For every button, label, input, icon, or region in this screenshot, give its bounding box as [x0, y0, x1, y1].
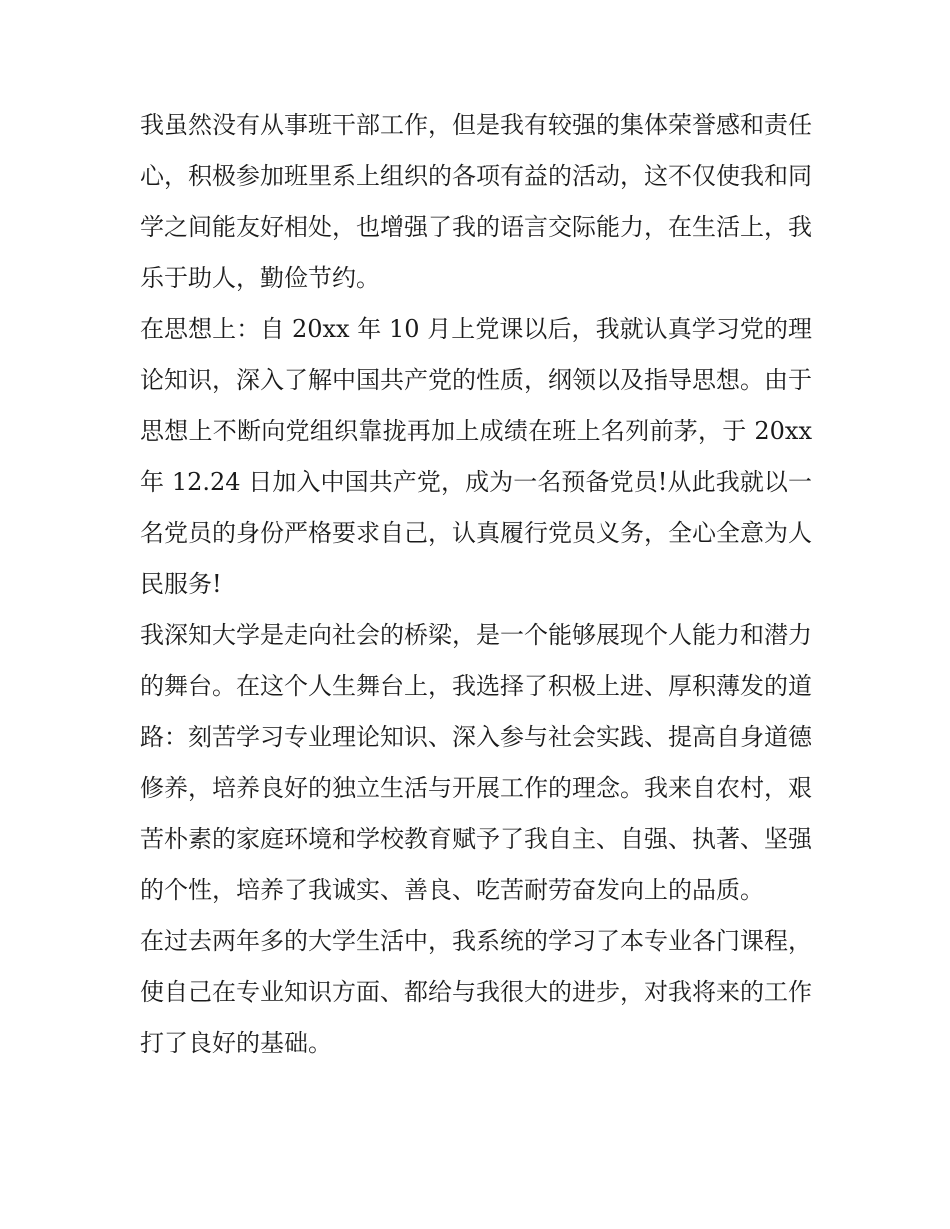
- paragraph-university-stage: 我深知大学是走向社会的桥梁，是一个能够展现个人能力和潜力的舞台。在这个人生舞台上，我选择了积极上进、厚积薄发的道路：刻苦学习专业理论知识、深入参与社会实践、提高自身道德修养，培养良好的独立生活与开展工作的理念。我来自农村，艰苦朴素的家庭环境和学校教育赋予了我自主、自强、执著、坚强的个性，培养了我诚实、善良、吃苦耐劳奋发向上的品质。: [140, 621, 812, 904]
- paragraph-extracurricular: 我虽然没有从事班干部工作，但是我有较强的集体荣誉感和责任心，积极参加班里系上组织的各项有益的活动，这不仅使我和同学之间能友好相处，也增强了我的语言交际能力，在生活上，我乐于助人，勤俭节约。: [140, 111, 812, 292]
- paragraph-academic-study: 在过去两年多的大学生活中，我系统的学习了本专业各门课程，使自己在专业知识方面、都给与我很大的进步，对我将来的工作打了良好的基础。: [140, 927, 812, 1057]
- paragraph-political-thought: 在思想上：自 20xx 年 10 月上党课以后，我就认真学习党的理论知识，深入了解中国共产党的性质，纲领以及指导思想。由于思想上不断向党组织靠拢再加上成绩在班上名列前茅，于 20xx 年 12.24 日加入中国共产党，成为一名预备党员!从此我就以一名党员的身份严格要求自己，认真履行党员义务，全心全意为人民服务!: [140, 315, 812, 598]
- document-body: [140, 100, 812, 1069]
